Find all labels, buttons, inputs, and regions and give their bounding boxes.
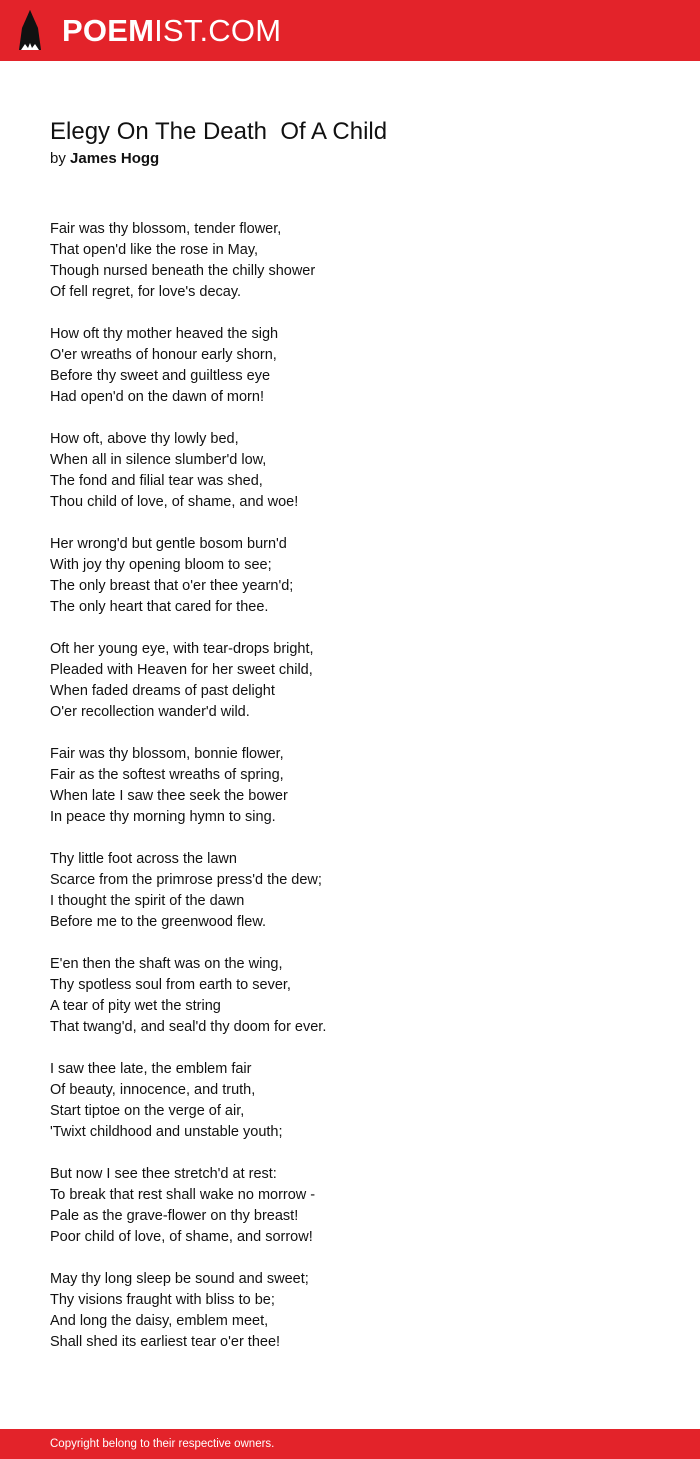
poem-stanza xyxy=(50,429,650,513)
poem-line: Pleaded with Heaven for her sweet child, xyxy=(50,662,313,678)
copyright-text: Copyright belong to their respective owners. xyxy=(50,1438,275,1450)
poem-stanza xyxy=(50,219,650,303)
poem-line: Her wrong'd but gentle bosom burn'd xyxy=(50,536,287,552)
poem-line: O'er recollection wander'd wild. xyxy=(50,704,250,720)
poem-line: A tear of pity wet the string xyxy=(50,998,221,1014)
poem-line: But now I see thee stretch'd at rest: xyxy=(50,1166,277,1182)
poem-line: E'en then the shaft was on the wing, xyxy=(50,956,283,972)
poem-line: Shall shed its earliest tear o'er thee! xyxy=(50,1334,281,1350)
poem-stanza xyxy=(50,849,650,933)
poem-line: Thy visions fraught with bliss to be; xyxy=(50,1292,275,1308)
poem-line: With joy thy opening bloom to see; xyxy=(50,557,272,573)
poem-line: When faded dreams of past delight xyxy=(50,683,275,699)
poem-line: Oft her young eye, with tear-drops bright, xyxy=(50,641,314,657)
poem-body xyxy=(50,219,650,1374)
poem-line: Of fell regret, for love's decay. xyxy=(50,284,242,300)
logo-bold-part: POEM xyxy=(62,13,155,48)
poem-line: And long the daisy, emblem meet, xyxy=(50,1313,269,1329)
poem-line: I saw thee late, the emblem fair xyxy=(50,1061,252,1077)
poem-line: The fond and filial tear was shed, xyxy=(50,473,263,489)
poem-line: When all in silence slumber'd low, xyxy=(50,452,267,468)
by-label: by xyxy=(50,150,66,167)
poem-line: To break that rest shall wake no morrow - xyxy=(50,1187,316,1203)
poem-title: Elegy On The Death Of A Child xyxy=(50,118,388,145)
poem-line: In peace thy morning hymn to sing. xyxy=(50,809,276,825)
poem-line: Start tiptoe on the verge of air, xyxy=(50,1103,245,1119)
poem-line: That twang'd, and seal'd thy doom for ever. xyxy=(50,1019,327,1035)
poem-line: How oft, above thy lowly bed, xyxy=(50,431,239,447)
poem-line: May thy long sleep be sound and sweet; xyxy=(50,1271,309,1287)
poem-line: Thy little foot across the lawn xyxy=(50,851,237,867)
poem-stanza xyxy=(50,324,650,408)
poem-line: Before me to the greenwood flew. xyxy=(50,914,267,930)
poem-line: Thy spotless soul from earth to sever, xyxy=(50,977,291,993)
poem-line: Pale as the grave-flower on thy breast! xyxy=(50,1208,299,1224)
poem-line: Poor child of love, of shame, and sorrow! xyxy=(50,1229,313,1245)
poem-stanza xyxy=(50,1164,650,1248)
pen-nib-logo-icon[interactable] xyxy=(17,10,43,52)
site-logo[interactable] xyxy=(62,11,281,51)
poem-line: Fair as the softest wreaths of spring, xyxy=(50,767,284,783)
poem-stanza xyxy=(50,744,650,828)
author-name: James Hogg xyxy=(70,150,160,167)
poem-line: Fair was thy blossom, bonnie flower, xyxy=(50,746,284,762)
poem-line: When late I saw thee seek the bower xyxy=(50,788,288,804)
poem-line: I thought the spirit of the dawn xyxy=(50,893,245,909)
poem-stanza xyxy=(50,1059,650,1143)
poem-byline xyxy=(50,148,159,170)
poem-line: How oft thy mother heaved the sigh xyxy=(50,326,279,342)
poem-line: That open'd like the rose in May, xyxy=(50,242,259,258)
poem-line: Had open'd on the dawn of morn! xyxy=(50,389,264,405)
poem-line: O'er wreaths of honour early shorn, xyxy=(50,347,277,363)
poem-line: 'Twixt childhood and unstable youth; xyxy=(50,1124,283,1140)
poem-line: Though nursed beneath the chilly shower xyxy=(50,263,316,279)
poem-line: The only heart that cared for thee. xyxy=(50,599,269,615)
poem-line: Before thy sweet and guiltless eye xyxy=(50,368,271,384)
poem-line: The only breast that o'er thee yearn'd; xyxy=(50,578,294,594)
poem-stanza xyxy=(50,639,650,723)
logo-light-part: IST.COM xyxy=(154,13,282,48)
poem-stanza xyxy=(50,534,650,618)
site-header xyxy=(0,0,700,61)
site-footer xyxy=(0,1429,700,1459)
poem-stanza xyxy=(50,954,650,1038)
poem-line: Of beauty, innocence, and truth, xyxy=(50,1082,256,1098)
poem-line: Fair was thy blossom, tender flower, xyxy=(50,221,282,237)
poem-line: Scarce from the primrose press'd the dew; xyxy=(50,872,322,888)
poem-stanza xyxy=(50,1269,650,1353)
poem-line: Thou child of love, of shame, and woe! xyxy=(50,494,299,510)
